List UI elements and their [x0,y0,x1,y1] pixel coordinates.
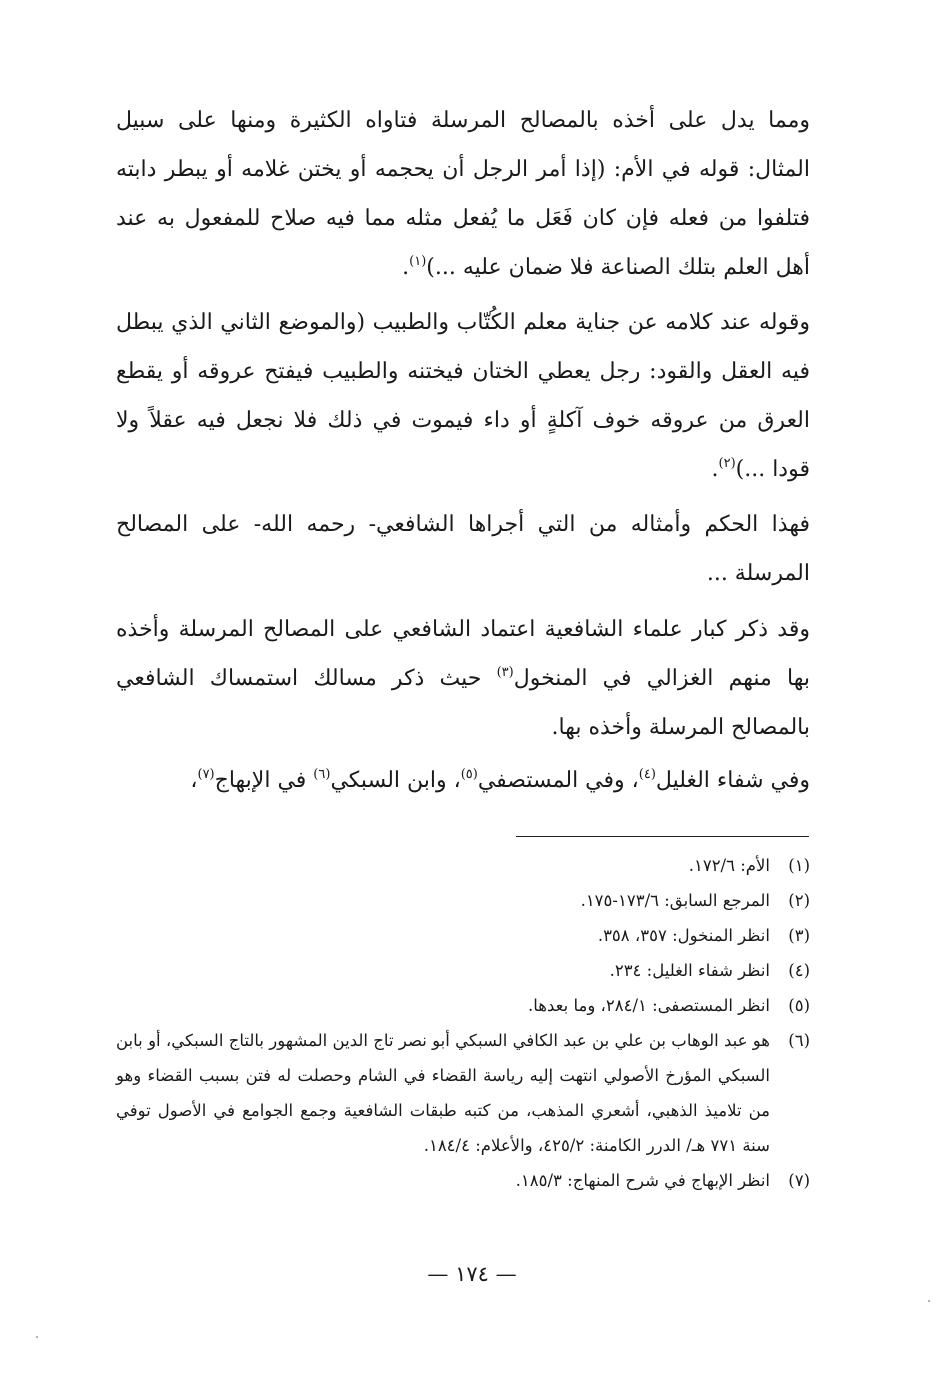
paragraph-1-text: ومما يدل على أخذه بالمصالح المرسلة فتاواه الكثيرة ومنها على سبيل المثال: قوله في الأم: (إذا أمر الرجل أن يحجمه أو يختن غلامه أو يبطر دابته فتلفوا من فعله فإن كان فَعَل ما يُفعل مثله مما فيه صلاح للمفعول به عند أهل العلم بتلك الصناعة فلا ضمان عليه ...) [116,108,810,280]
footnotes-list [116,848,810,1198]
paragraph-1-end: . [402,255,410,280]
footnote-number: (٢) [788,891,810,910]
footnote-ref-3: (٣) [496,665,514,680]
page-number: — ١٧٤ — [427,1262,517,1286]
footnote-divider [516,836,809,837]
footnote-ref-7: (٧) [197,767,215,782]
footnote-number: (٦) [788,1031,810,1050]
footnote-number: (٤) [788,961,810,980]
footnote-number: (٥) [788,996,810,1015]
footnote-item [116,1163,810,1198]
footnote-item [116,1023,810,1163]
scan-speck [928,1300,930,1302]
footnote-ref-6: (٦) [313,767,331,782]
paragraph-4-text-b: حيث ذكر مسالك استمساك الشافعي بالمصالح المرسلة وأخذه بها. [116,666,810,740]
paragraph-5-text-c: ، وابن السبكي [330,768,461,793]
footnote-text: هو عبد الوهاب بن علي بن عبد الكافي السبكي أبو نصر تاج الدين المشهور بالتاج السبكي، أو بابن السبكي المؤرخ الأصولي انتهت إليه رياسة القضاء في الشام وحصلت له فتن بسبب القضاء وهو من تلاميذ الذهبي، أشعري المذهب، من كتبه طبقات الشافعية وجمع الجوامع في الأصول توفي سنة ٧٧١ هـ/ الدرر الكامنة: ٤٢٥/٢، والأعلام: ١٨٤/٤. [116,1031,770,1155]
paragraph-2-end: . [711,457,719,482]
footnote-text: انظر المنخول: ٣٥٧، ٣٥٨. [597,926,770,945]
footnote-text: الأم: ١٧٢/٦. [688,856,770,875]
paragraph-5 [116,756,810,805]
footnote-item [116,883,810,918]
footnote-item [116,953,810,988]
footnote-text: انظر المستصفى: ٢٨٤/١، وما بعدها. [528,996,770,1015]
footnote-item [116,848,810,883]
footnote-ref-1: (١) [409,254,427,269]
footnote-item [116,918,810,953]
paragraph-2 [116,298,810,494]
footnote-ref-4: (٤) [638,767,656,782]
paragraph-4 [116,605,810,752]
paragraph-3 [116,500,810,598]
footnote-ref-2: (٢) [718,456,736,471]
footnote-number: (١) [788,856,810,875]
footnote-number: (٧) [788,1171,810,1190]
footnote-item [116,988,810,1023]
footnote-number: (٣) [788,926,810,945]
paragraph-2-text: وقوله عند كلامه عن جناية معلم الكُتّاب والطبيب (والموضع الثاني الذي يبطل فيه العقل والقود: رجل يعطي الختان فيختنه والطبيب فيفتح عروقه أو يقطع العرق من عروقه خوف آكلةٍ أو داء فيموت في ذلك فلا نجعل فيه عقلاً ولا قودا ...) [116,310,810,482]
paragraph-3-text: فهذا الحكم وأمثاله من التي أجراها الشافعي- رحمه الله- على المصالح المرسلة ... [116,512,810,586]
scan-speck [36,1336,38,1338]
footnote-ref-5: (٥) [460,767,478,782]
paragraph-4-text-a: وقد ذكر كبار علماء الشافعية اعتماد الشافعي على المصالح المرسلة وأخذه بها منهم الغزالي في المنخول [116,617,810,691]
paragraph-1 [116,96,810,292]
footnote-text: انظر شفاء الغليل: ٢٣٤. [609,961,770,980]
footnote-text: انظر الإبهاج في شرح المنهاج: ١٨٥/٣. [515,1171,770,1190]
paragraph-5-text-b: ، وفي المستصفي [477,768,639,793]
paragraph-5-text-a: وفي شفاء الغليل [655,768,810,793]
paragraph-5-text-d: في الإبهاج [214,768,314,793]
footnote-text: المرجع السابق: ١٧٣/٦-١٧٥. [580,891,770,910]
paragraph-5-text-e: ، [190,768,198,793]
